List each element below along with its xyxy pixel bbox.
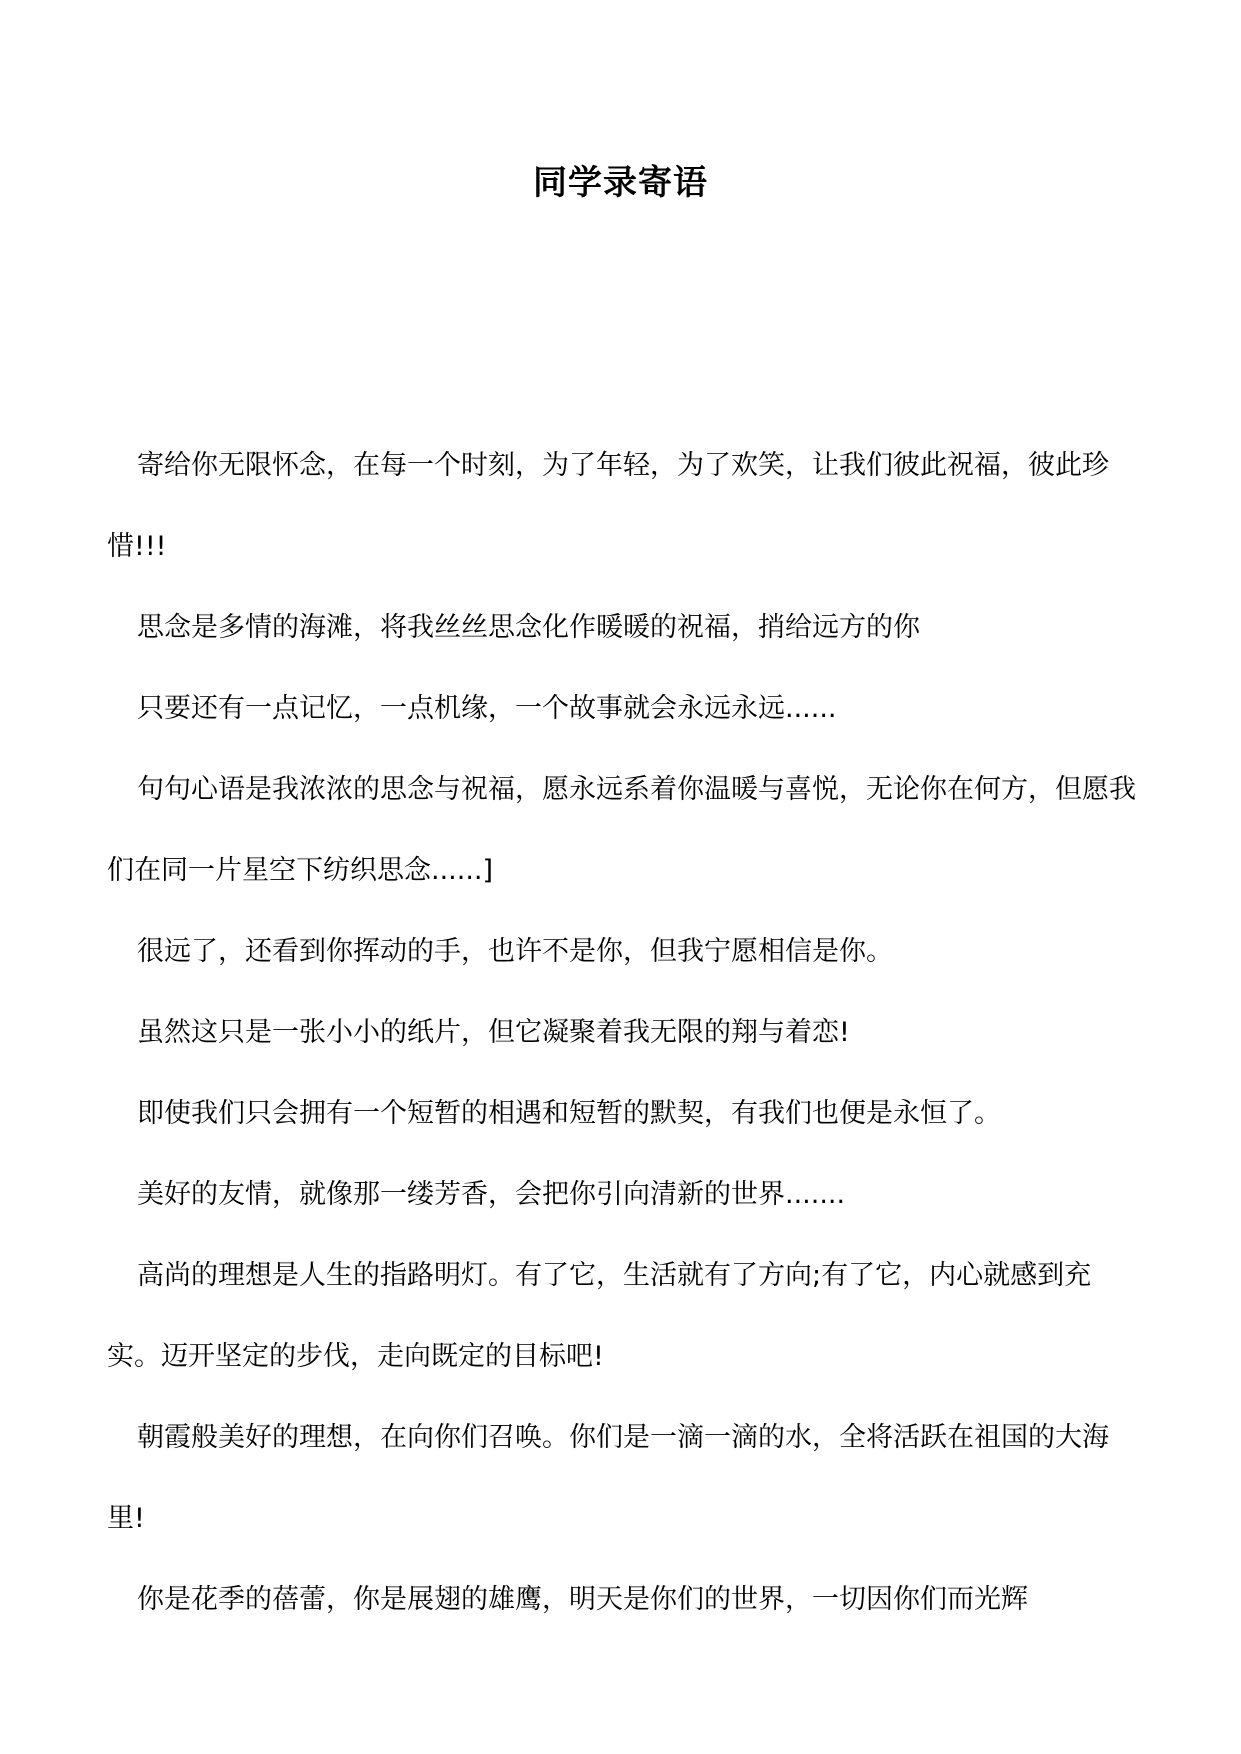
document-title: 同学录寄语 — [533, 163, 708, 203]
paragraph: 虽然这只是一张小小的纸片，但它凝聚着我无限的翔与着恋! — [137, 1017, 850, 1048]
paragraph: 美好的友情，就像那一缕芳香，会把你引向清新的世界....... — [137, 1179, 846, 1210]
paragraph: 句句心语是我浓浓的思念与祝福，愿永远系着你温暖与喜悦，无论你在何方，但愿我们在同一片星空下纺织思念......] — [107, 774, 1136, 886]
paragraph: 思念是多情的海滩，将我丝丝思念化作暖暖的祝福，捎给远方的你 — [137, 612, 920, 643]
paragraph: 你是花季的蓓蕾，你是展翅的雄鹰，明天是你们的世界，一切因你们而光辉 — [137, 1584, 1028, 1615]
paragraph: 高尚的理想是人生的指路明灯。有了它，生活就有了方向;有了它，内心就感到充实。迈开坚定的步伐，走向既定的目标吧! — [107, 1260, 1092, 1372]
paragraph: 很远了，还看到你挥动的手，也许不是你，但我宁愿相信是你。 — [137, 936, 893, 967]
document-body — [107, 425, 1137, 1640]
paragraph: 朝霞般美好的理想，在向你们召唤。你们是一滴一滴的水，全将活跃在祖国的大海里! — [107, 1422, 1109, 1534]
paragraph: 寄给你无限怀念，在每一个时刻，为了年轻，为了欢笑，让我们彼此祝福，彼此珍惜!!! — [107, 450, 1109, 562]
paragraph: 即使我们只会拥有一个短暂的相遇和短暂的默契，有我们也便是永恒了。 — [137, 1098, 1001, 1129]
paragraph: 只要还有一点记忆，一点机缘，一个故事就会永远永远...... — [137, 693, 837, 724]
